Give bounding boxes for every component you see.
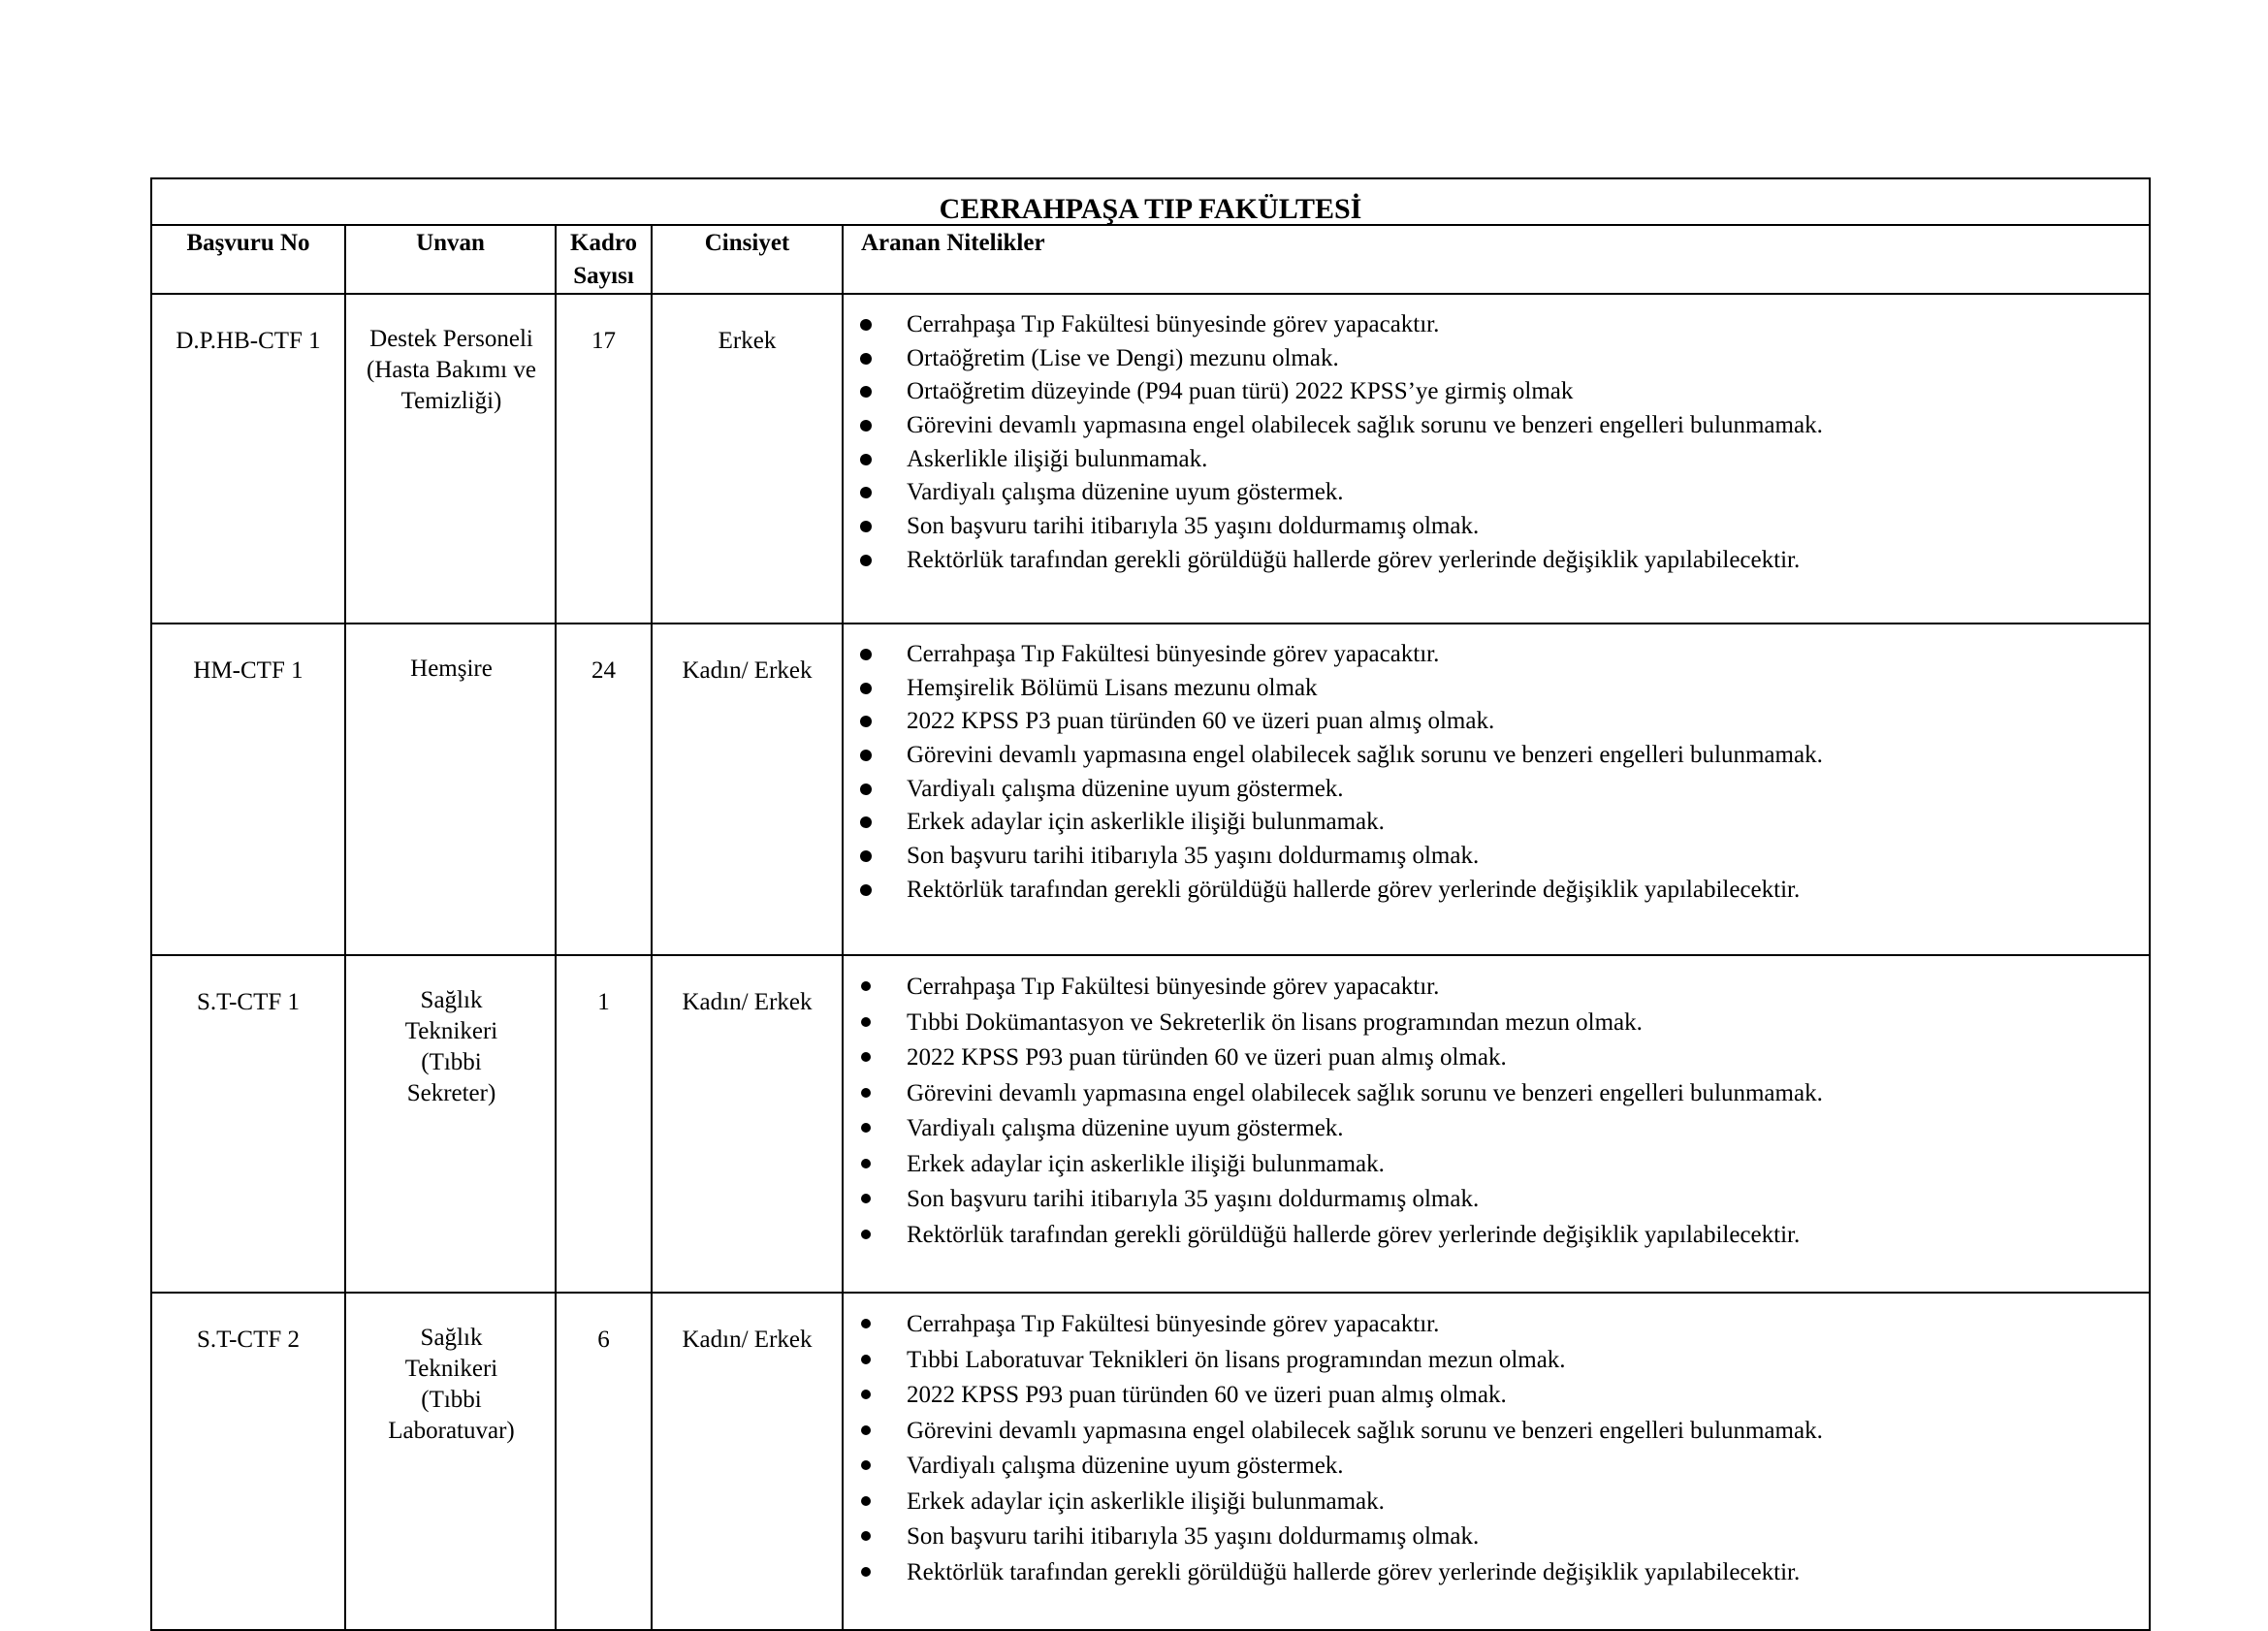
list-item: Cerrahpaşa Tıp Fakültesi bünyesinde görev yapacaktır. [844,1307,2149,1343]
bullet-icon [860,649,872,660]
list-item: Erkek adaylar için askerlikle ilişiği bulunmamak. [844,806,2149,840]
bullet-icon [860,784,872,795]
bullet-icon [860,816,872,828]
list-item: Cerrahpaşa Tıp Fakültesi bünyesinde görev yapacaktır. [844,308,2149,342]
list-item: Vardiyalı çalışma düzenine uyum göstermek. [844,1111,2149,1147]
list-item: Vardiyalı çalışma düzenine uyum göstermek. [844,1449,2149,1485]
unvan-line: (Hasta Bakımı ve [367,357,536,383]
bullet-icon [861,1531,871,1541]
nitelikler-cell [843,1293,2150,1630]
table-title: CERRAHPAŞA TIP FAKÜLTESİ [151,178,2150,225]
list-item: Tıbbi Dokümantasyon ve Sekreterlik ön lisans programından mezun olmak. [844,1006,2149,1041]
unvan-cell [345,294,556,624]
list-item: Rektörlük tarafından gerekli görüldüğü hallerde görev yerlerinde değişiklik yapılabilecektir. [844,1218,2149,1254]
unvan-cell [345,1293,556,1630]
list-item: Erkek adaylar için askerlikle ilişiği bulunmamak. [844,1147,2149,1183]
list-item: Ortaöğretim düzeyinde (P94 puan türü) 2022 KPSS’ye girmiş olmak [844,375,2149,409]
list-item: Görevini devamlı yapmasına engel olabilecek sağlık sorunu ve benzeri engelleri bulunmamak. [844,409,2149,443]
basvuru-no-cell: S.T-CTF 1 [151,955,345,1293]
header-basvuru-no: Başvuru No [151,225,345,294]
list-item: Ortaöğretim (Lise ve Dengi) mezunu olmak. [844,342,2149,376]
basvuru-no-cell: S.T-CTF 2 [151,1293,345,1630]
bullet-icon [861,981,871,991]
nitelikler-cell [843,955,2150,1293]
list-item: Görevini devamlı yapmasına engel olabilecek sağlık sorunu ve benzeri engelleri bulunmamak. [844,739,2149,773]
list-item: Cerrahpaşa Tıp Fakültesi bünyesinde görev yapacaktır. [844,970,2149,1006]
list-item: Hemşirelik Bölümü Lisans mezunu olmak [844,672,2149,706]
bullet-icon [861,1017,871,1027]
bullet-icon [861,1123,871,1133]
list-item: Rektörlük tarafından gerekli görüldüğü hallerde görev yerlerinde değişiklik yapılabilecektir. [844,544,2149,578]
header-aranan-nitelikler: Aranan Nitelikler [843,225,2150,294]
list-item: Tıbbi Laboratuvar Teknikleri ön lisans programından mezun olmak. [844,1343,2149,1379]
header-unvan: Unvan [345,225,556,294]
unvan-line: Sağlık [420,1325,483,1351]
list-item: Rektörlük tarafından gerekli görüldüğü hallerde görev yerlerinde değişiklik yapılabilecektir. [844,1555,2149,1591]
cinsiyet-cell: Kadın/ Erkek [652,1293,843,1630]
bullet-icon [860,884,872,896]
bullet-icon [860,716,872,727]
header-row [151,225,2150,294]
bullet-icon [861,1496,871,1506]
list-item: Vardiyalı çalışma düzenine uyum göstermek. [844,773,2149,807]
unvan-line: Sağlık [420,987,483,1013]
unvan-cell [345,955,556,1293]
basvuru-no-cell: D.P.HB-CTF 1 [151,294,345,624]
bullet-icon [861,1088,871,1098]
bullet-icon [860,750,872,761]
cinsiyet-cell: Erkek [652,294,843,624]
table-row [151,955,2150,1293]
bullet-icon [861,1194,871,1203]
bullet-icon [860,420,872,432]
bullet-icon [860,487,872,498]
list-item: Son başvuru tarihi itibarıyla 35 yaşını doldurmamış olmak. [844,1182,2149,1218]
kadro-cell: 1 [556,955,652,1293]
table-row [151,1293,2150,1630]
qualifications-list [844,956,2149,1253]
table-row [151,624,2150,955]
cinsiyet-cell: Kadın/ Erkek [652,624,843,955]
bullet-icon [861,1159,871,1168]
unvan-line: Sekreter) [406,1080,496,1106]
positions-table [150,177,2151,1631]
bullet-icon [861,1390,871,1399]
unvan-line: Destek Personeli [369,326,533,352]
bullet-icon [860,683,872,694]
list-item: Askerlikle ilişiği bulunmamak. [844,443,2149,477]
unvan-line: Teknikeri [404,1018,498,1044]
header-kadro-line1: Kadro [570,230,637,256]
unvan-line: (Tıbbi [421,1049,482,1075]
bullet-icon [861,1052,871,1062]
list-item: Son başvuru tarihi itibarıyla 35 yaşını doldurmamış olmak. [844,510,2149,544]
list-item: Görevini devamlı yapmasına engel olabilecek sağlık sorunu ve benzeri engelleri bulunmamak. [844,1076,2149,1112]
bullet-icon [861,1319,871,1328]
qualifications-list [844,624,2149,908]
list-item: 2022 KPSS P93 puan türünden 60 ve üzeri puan almış olmak. [844,1378,2149,1414]
table-row [151,294,2150,624]
header-cinsiyet: Cinsiyet [652,225,843,294]
header-kadro-line2: Sayısı [573,263,634,289]
unvan-line: Teknikeri [404,1356,498,1382]
bullet-icon [861,1567,871,1577]
nitelikler-cell [843,294,2150,624]
bullet-icon [861,1425,871,1435]
kadro-cell: 6 [556,1293,652,1630]
nitelikler-cell [843,624,2150,955]
list-item: 2022 KPSS P93 puan türünden 60 ve üzeri puan almış olmak. [844,1040,2149,1076]
bullet-icon [861,1230,871,1239]
bullet-icon [860,454,872,465]
list-item: Erkek adaylar için askerlikle ilişiği bulunmamak. [844,1485,2149,1520]
list-item: Vardiyalı çalışma düzenine uyum göstermek. [844,476,2149,510]
kadro-cell: 17 [556,294,652,624]
qualifications-list [844,1294,2149,1590]
bullet-icon [861,1355,871,1364]
list-item: Rektörlük tarafından gerekli görüldüğü hallerde görev yerlerinde değişiklik yapılabilecektir. [844,874,2149,908]
bullet-icon [861,1460,871,1470]
unvan-line: Laboratuvar) [388,1418,515,1444]
cinsiyet-cell: Kadın/ Erkek [652,955,843,1293]
kadro-cell: 24 [556,624,652,955]
list-item: Cerrahpaşa Tıp Fakültesi bünyesinde görev yapacaktır. [844,638,2149,672]
unvan-line: Temizliği) [400,388,502,414]
qualifications-list [844,295,2149,578]
basvuru-no-cell: HM-CTF 1 [151,624,345,955]
list-item: Son başvuru tarihi itibarıyla 35 yaşını doldurmamış olmak. [844,840,2149,874]
list-item: 2022 KPSS P3 puan türünden 60 ve üzeri puan almış olmak. [844,705,2149,739]
bullet-icon [860,521,872,532]
bullet-icon [860,555,872,566]
unvan-cell [345,624,556,955]
bullet-icon [860,319,872,331]
list-item: Son başvuru tarihi itibarıyla 35 yaşını doldurmamış olmak. [844,1519,2149,1555]
bullet-icon [860,386,872,398]
bullet-icon [860,850,872,862]
unvan-line: Hemşire [410,656,493,682]
header-kadro-sayisi [556,225,652,294]
unvan-line: (Tıbbi [421,1387,482,1413]
bullet-icon [860,353,872,365]
list-item: Görevini devamlı yapmasına engel olabilecek sağlık sorunu ve benzeri engelleri bulunmamak. [844,1414,2149,1450]
